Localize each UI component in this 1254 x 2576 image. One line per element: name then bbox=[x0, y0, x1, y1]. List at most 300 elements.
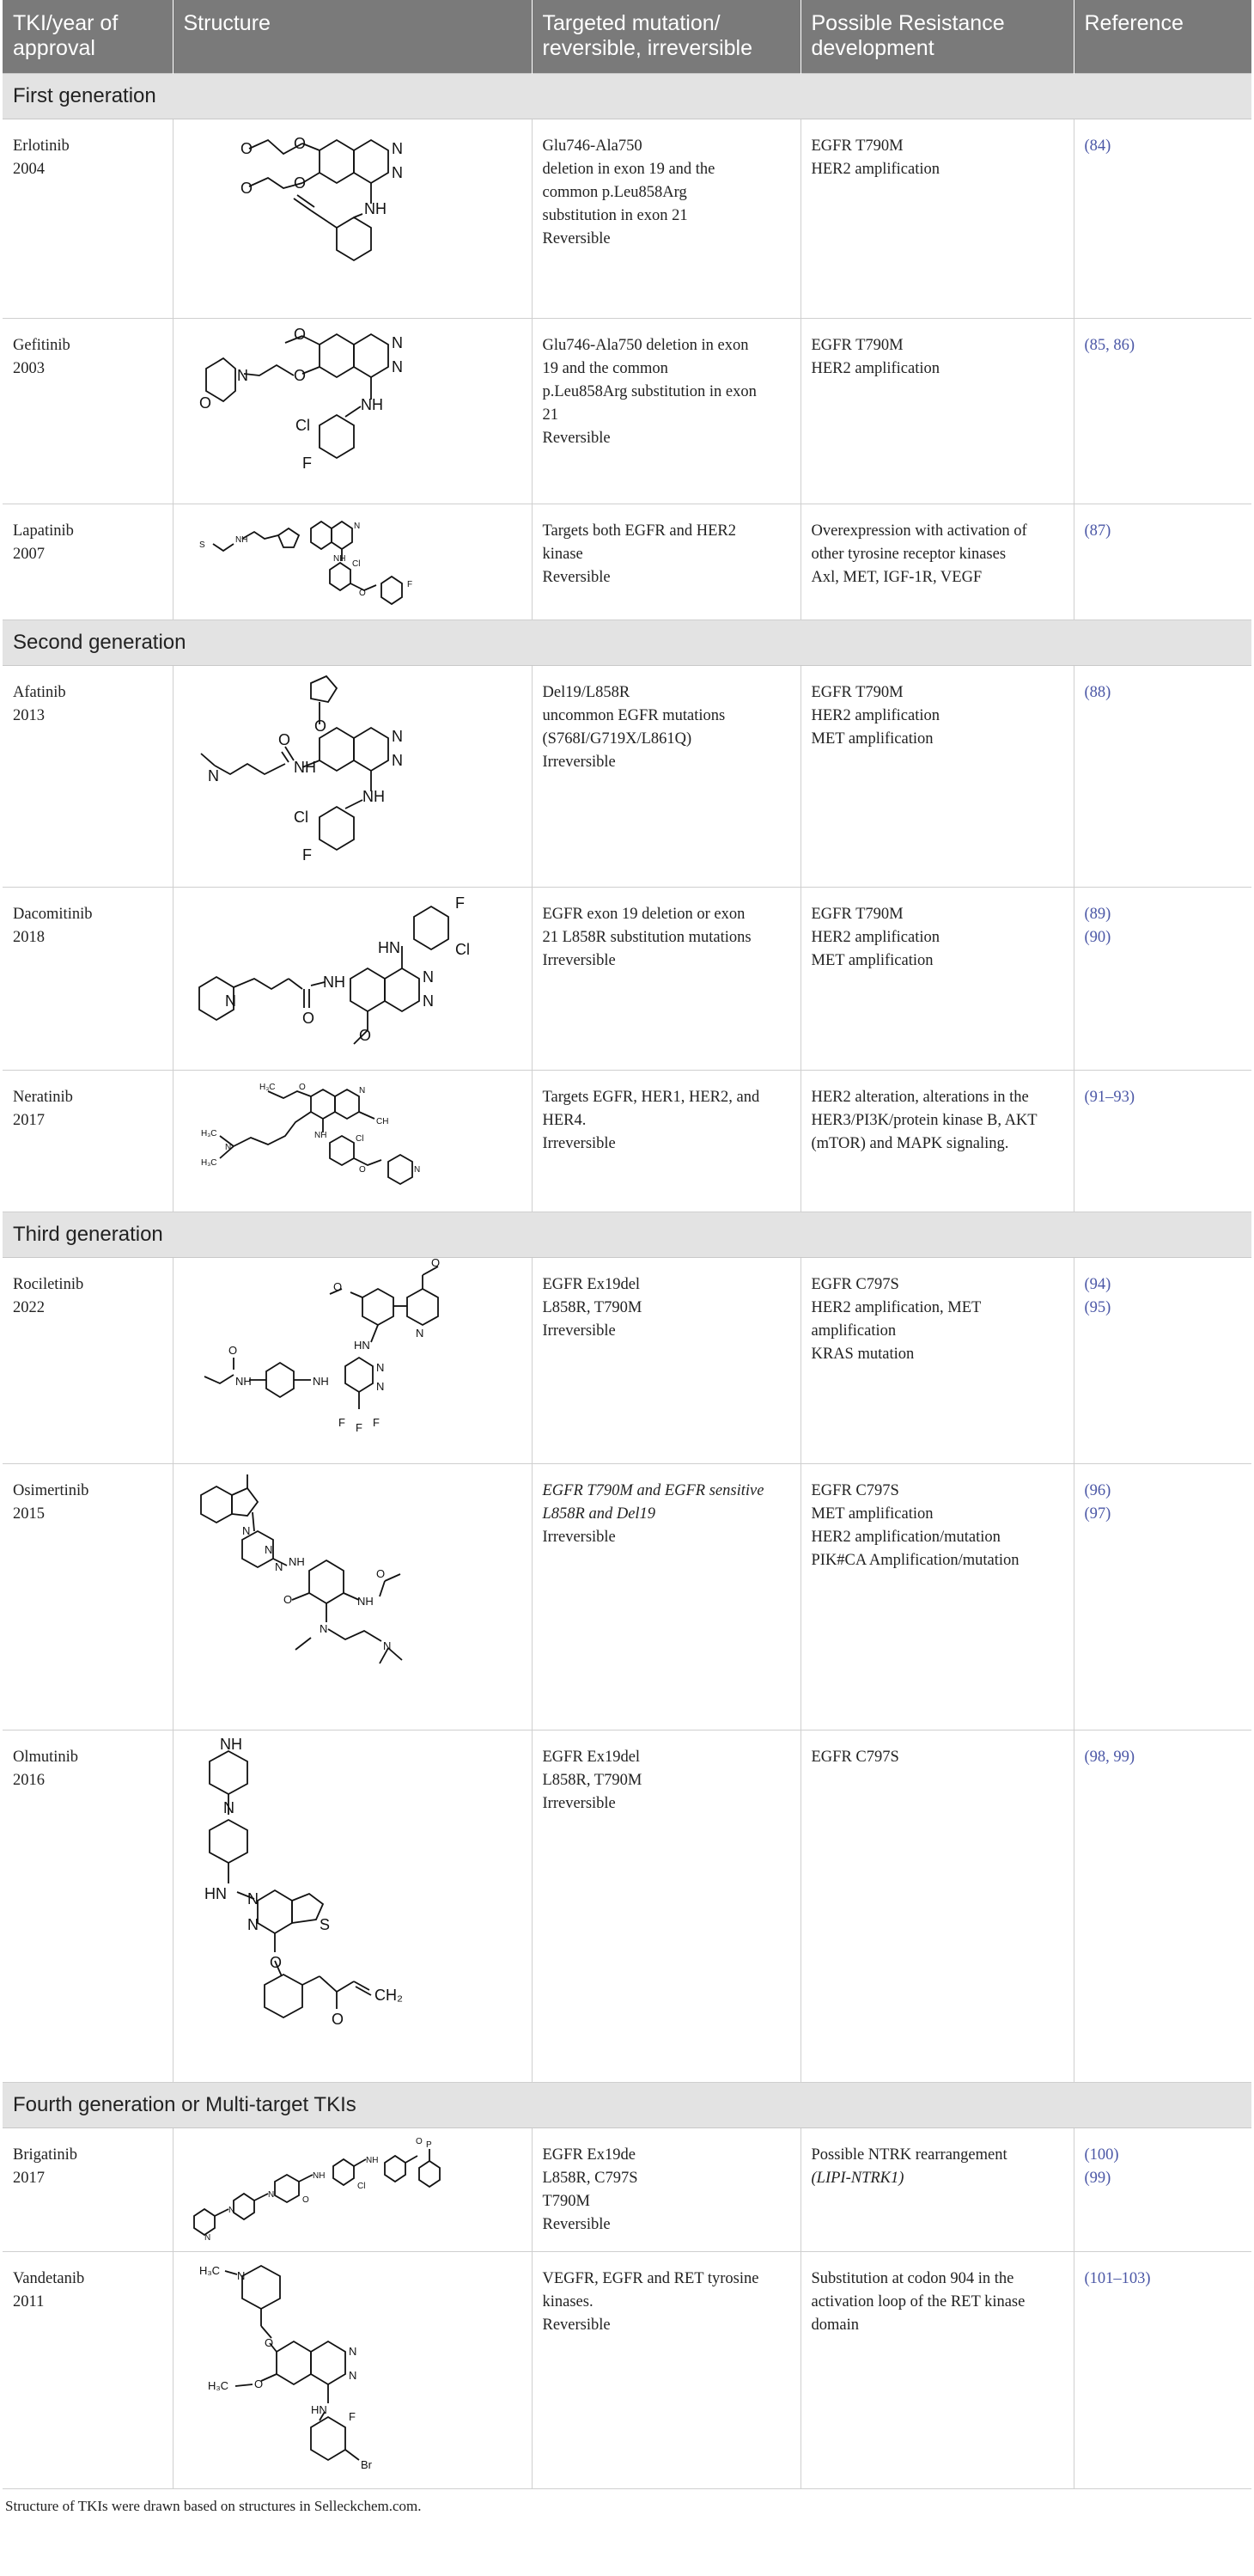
atom-label: H₃C bbox=[207, 2379, 228, 2392]
drug-cell bbox=[3, 888, 173, 1071]
reference-link[interactable]: (90) bbox=[1084, 929, 1111, 946]
mutation-line: common p.Leu858Arg bbox=[542, 184, 687, 201]
atom-label: N bbox=[391, 358, 403, 375]
table-row-brigatinib bbox=[3, 2128, 1251, 2252]
atom-label: N bbox=[422, 968, 434, 986]
mutation-line: kinases. bbox=[542, 2293, 594, 2310]
mutation-line: EGFR Ex19de bbox=[542, 2146, 636, 2164]
table-row-dacomitinib bbox=[3, 888, 1251, 1071]
atom-label: N bbox=[382, 1639, 391, 1652]
atom-label: N bbox=[222, 1799, 234, 1816]
mutation-cell bbox=[532, 1464, 800, 1731]
table-footnote: Structure of TKIs were drawn based on structures in Selleckchem.com. bbox=[5, 2498, 422, 2514]
resistance-line: Axl, MET, IGF-1R, VEGF bbox=[811, 569, 983, 586]
atom-label: N bbox=[391, 752, 403, 769]
approval-year: 2015 bbox=[13, 1505, 45, 1523]
resistance-line: MET amplification bbox=[811, 1505, 934, 1523]
reference-link[interactable]: (101–103) bbox=[1084, 2270, 1151, 2287]
mutation-line: Irreversible bbox=[542, 1529, 616, 1546]
atom-label: F bbox=[372, 1416, 380, 1429]
atom-label: N bbox=[415, 1327, 423, 1340]
reference-link[interactable]: (99) bbox=[1084, 2170, 1111, 2187]
mutation-line: EGFR exon 19 deletion or exon bbox=[542, 906, 746, 923]
atom-label: O bbox=[430, 1256, 440, 1269]
drug-name: Afatinib bbox=[13, 684, 66, 701]
atom-label: N bbox=[391, 140, 403, 157]
atom-label: NH bbox=[365, 2156, 378, 2165]
mutation-line: uncommon EGFR mutations bbox=[542, 707, 726, 724]
atom-label: NH bbox=[360, 396, 383, 413]
atom-label: CH bbox=[375, 1117, 388, 1126]
resistance-line: EGFR C797S bbox=[811, 1276, 899, 1293]
atom-label: H₃C bbox=[259, 1083, 276, 1092]
atom-label: HN bbox=[310, 2403, 327, 2416]
resistance-cell bbox=[800, 888, 1074, 1071]
resistance-line: EGFR C797S bbox=[811, 1749, 899, 1766]
atom-label: O bbox=[240, 140, 253, 157]
atom-label: N bbox=[247, 1916, 259, 1933]
atom-label: F bbox=[301, 846, 312, 864]
reference-cell bbox=[1074, 119, 1251, 319]
atom-label: HN bbox=[377, 939, 400, 956]
resistance-line: other tyrosine receptor kinases bbox=[811, 546, 1007, 563]
mutation-line: 21 L858R substitution mutations bbox=[542, 929, 752, 946]
atom-label: F bbox=[406, 580, 412, 589]
group-row-second bbox=[3, 620, 1251, 666]
mutation-cell bbox=[532, 504, 800, 620]
reference-link[interactable]: (88) bbox=[1084, 684, 1111, 701]
atom-label: N bbox=[224, 1143, 231, 1152]
atom-label: O bbox=[240, 180, 253, 197]
atom-label: HN bbox=[353, 1339, 370, 1352]
drug-cell bbox=[3, 1464, 173, 1731]
atom-label: Cl bbox=[295, 417, 310, 434]
group-row-first bbox=[3, 74, 1251, 119]
atom-label: P bbox=[425, 2140, 432, 2150]
group-label: Second generation bbox=[3, 620, 1251, 666]
drug-cell bbox=[3, 504, 173, 620]
atom-label: N bbox=[353, 522, 360, 531]
neratinib-structure bbox=[182, 1076, 457, 1196]
atom-label: O bbox=[314, 717, 326, 735]
atom-label: O bbox=[301, 2195, 309, 2205]
mutation-cell bbox=[532, 119, 800, 319]
brigatinib-structure bbox=[182, 2133, 466, 2241]
atom-label: O bbox=[293, 174, 306, 192]
table-row-erlotinib bbox=[3, 119, 1251, 319]
drug-name: Rociletinib bbox=[13, 1276, 84, 1293]
resistance-line: MET amplification bbox=[811, 730, 934, 748]
approval-year: 2013 bbox=[13, 707, 45, 724]
atom-label: O bbox=[293, 135, 306, 152]
atom-label: NH bbox=[314, 1131, 326, 1140]
afatinib-structure bbox=[182, 671, 457, 877]
mutation-line: L858R, C797S bbox=[542, 2170, 638, 2187]
atom-label: O bbox=[264, 2336, 273, 2349]
mutation-cell bbox=[532, 888, 800, 1071]
atom-label: NH bbox=[356, 1595, 374, 1608]
reference-link[interactable]: (95) bbox=[1084, 1299, 1111, 1316]
mutation-line: Reversible bbox=[542, 2216, 611, 2233]
resistance-line: EGFR T790M bbox=[811, 337, 904, 354]
drug-name: Olmutinib bbox=[13, 1749, 79, 1766]
mutation-cell bbox=[532, 2252, 800, 2489]
drug-cell bbox=[3, 1731, 173, 2083]
drug-name: Neratinib bbox=[13, 1089, 73, 1106]
mutation-cell bbox=[532, 1258, 800, 1464]
resistance-cell bbox=[800, 1464, 1074, 1731]
atom-label: CH₂ bbox=[374, 1987, 403, 2004]
resistance-line: EGFR T790M bbox=[811, 684, 904, 701]
group-row-fourth bbox=[3, 2083, 1251, 2128]
mutation-line: p.Leu858Arg substitution in exon bbox=[542, 383, 757, 400]
mutation-line: T790M bbox=[542, 2193, 590, 2210]
header-reference: Reference bbox=[1074, 0, 1251, 74]
drug-cell bbox=[3, 666, 173, 888]
resistance-cell bbox=[800, 1731, 1074, 2083]
atom-label: NH bbox=[322, 974, 345, 991]
table-row-osimertinib bbox=[3, 1464, 1251, 1731]
atom-label: NH bbox=[288, 1555, 305, 1568]
group-label: Third generation bbox=[3, 1212, 1251, 1258]
atom-label: N bbox=[274, 1560, 283, 1573]
mutation-cell bbox=[532, 2128, 800, 2252]
mutation-cell bbox=[532, 1731, 800, 2083]
table-row-rociletinib bbox=[3, 1258, 1251, 1464]
reference-cell bbox=[1074, 2128, 1251, 2252]
reference-cell bbox=[1074, 1071, 1251, 1212]
atom-label: NH bbox=[234, 1375, 252, 1388]
header-mutation: Targeted mutation/ reversible, irreversible bbox=[532, 0, 800, 74]
resistance-line: EGFR C797S bbox=[811, 1482, 899, 1499]
resistance-cell bbox=[800, 1071, 1074, 1212]
atom-label: N bbox=[247, 1890, 259, 1908]
atom-label: O bbox=[415, 2137, 423, 2146]
reference-cell bbox=[1074, 2252, 1251, 2489]
drug-cell bbox=[3, 119, 173, 319]
atom-label: N bbox=[241, 1524, 250, 1537]
atom-label: O bbox=[332, 1280, 342, 1293]
drug-cell bbox=[3, 2128, 173, 2252]
tki-table bbox=[3, 0, 1251, 2489]
resistance-line: HER2 amplification bbox=[811, 929, 940, 946]
table-row-vandetanib bbox=[3, 2252, 1251, 2489]
atom-label: N bbox=[319, 1622, 327, 1635]
resistance-line: activation loop of the RET kinase bbox=[811, 2293, 1026, 2310]
lapatinib-structure bbox=[182, 510, 474, 604]
resistance-cell bbox=[800, 1258, 1074, 1464]
resistance-line: HER3/PI3K/protein kinase B, AKT bbox=[811, 1112, 1038, 1129]
atom-label: O bbox=[298, 1083, 306, 1092]
resistance-cell bbox=[800, 119, 1074, 319]
atom-label: N bbox=[413, 1165, 420, 1175]
atom-label: O bbox=[283, 1593, 292, 1606]
atom-label: O bbox=[253, 2378, 263, 2390]
mutation-line: EGFR Ex19del bbox=[542, 1749, 641, 1766]
structure-cell bbox=[173, 2252, 532, 2489]
reference-link[interactable]: (91–93) bbox=[1084, 1089, 1135, 1106]
resistance-line: HER2 amplification bbox=[811, 161, 940, 178]
mutation-line: Irreversible bbox=[542, 1135, 616, 1152]
drug-name: Lapatinib bbox=[13, 522, 74, 540]
atom-label: N bbox=[391, 728, 403, 745]
mutation-line: Irreversible bbox=[542, 754, 616, 771]
reference-link[interactable]: (96) bbox=[1084, 1482, 1111, 1499]
reference-cell bbox=[1074, 1731, 1251, 2083]
header-resistance: Possible Resistance development bbox=[800, 0, 1074, 74]
atom-label: O bbox=[228, 1344, 237, 1357]
structure-cell bbox=[173, 119, 532, 319]
structure-cell bbox=[173, 504, 532, 620]
approval-year: 2017 bbox=[13, 1112, 45, 1129]
resistance-line: HER2 amplification/mutation bbox=[811, 1529, 1001, 1546]
atom-label: O bbox=[331, 2011, 344, 2028]
atom-label: Br bbox=[360, 2458, 372, 2471]
atom-label: O bbox=[198, 394, 211, 412]
header-structure: Structure bbox=[173, 0, 532, 74]
atom-label: N bbox=[224, 992, 236, 1010]
mutation-line: Reversible bbox=[542, 230, 611, 247]
approval-year: 2011 bbox=[13, 2293, 45, 2310]
drug-name: Vandetanib bbox=[13, 2270, 85, 2287]
atom-label: Cl bbox=[356, 2182, 365, 2191]
drug-cell bbox=[3, 319, 173, 504]
atom-label: H₃C bbox=[200, 1129, 217, 1138]
atom-label: F bbox=[301, 455, 312, 472]
atom-label: N bbox=[207, 767, 219, 784]
structure-cell bbox=[173, 319, 532, 504]
atom-label: Cl bbox=[351, 559, 360, 569]
drug-name: Osimertinib bbox=[13, 1482, 89, 1499]
atom-label: NH bbox=[312, 2171, 325, 2181]
mutation-line: EGFR Ex19del bbox=[542, 1276, 641, 1293]
atom-label: Cl bbox=[355, 1134, 363, 1144]
resistance-cell bbox=[800, 504, 1074, 620]
table-row-olmutinib bbox=[3, 1731, 1251, 2083]
atom-label: N bbox=[264, 1543, 272, 1556]
atom-label: O bbox=[358, 1165, 366, 1175]
resistance-line: MET amplification bbox=[811, 952, 934, 969]
reference-link[interactable]: (100) bbox=[1084, 2146, 1119, 2164]
reference-link[interactable]: (84) bbox=[1084, 137, 1111, 155]
resistance-cell bbox=[800, 666, 1074, 888]
resistance-line: Overexpression with activation of bbox=[811, 522, 1027, 540]
atom-label: F bbox=[338, 1416, 345, 1429]
header-tki: TKI/year of approval bbox=[3, 0, 173, 74]
atom-label: O bbox=[375, 1567, 385, 1580]
mutation-line: Irreversible bbox=[542, 1795, 616, 1812]
mutation-line: Irreversible bbox=[542, 952, 616, 969]
mutation-line: Reversible bbox=[542, 569, 611, 586]
resistance-line: Possible NTRK rearrangement bbox=[811, 2146, 1007, 2164]
atom-label: N bbox=[375, 1361, 384, 1374]
atom-label: O bbox=[358, 589, 366, 598]
reference-cell bbox=[1074, 319, 1251, 504]
atom-label: F bbox=[355, 1421, 362, 1434]
mutation-line: L858R, T790M bbox=[542, 1299, 642, 1316]
drug-name: Gefitinib bbox=[13, 337, 70, 354]
table-row-afatinib bbox=[3, 666, 1251, 888]
reference-link[interactable]: (85, 86) bbox=[1084, 337, 1135, 354]
atom-label: O bbox=[301, 1010, 314, 1027]
structure-cell bbox=[173, 1258, 532, 1464]
atom-label: O bbox=[358, 1027, 371, 1044]
resistance-cell bbox=[800, 2128, 1074, 2252]
structure-cell bbox=[173, 888, 532, 1071]
group-label: Fourth generation or Multi-target TKIs bbox=[3, 2083, 1251, 2128]
atom-label: N bbox=[204, 2233, 210, 2243]
atom-label: NH bbox=[219, 1736, 242, 1753]
atom-label: NH bbox=[332, 554, 345, 564]
resistance-line: HER2 alteration, alterations in the bbox=[811, 1089, 1029, 1106]
mutation-line: 19 and the common bbox=[542, 360, 668, 377]
approval-year: 2003 bbox=[13, 360, 45, 377]
atom-label: N bbox=[348, 2369, 356, 2382]
mutation-line: VEGFR, EGFR and RET tyrosine bbox=[542, 2270, 759, 2287]
atom-label: N bbox=[348, 2345, 356, 2358]
atom-label: N bbox=[375, 1380, 384, 1393]
drug-name: Dacomitinib bbox=[13, 906, 93, 923]
resistance-line: HER2 amplification bbox=[811, 707, 940, 724]
atom-label: H₃C bbox=[200, 1158, 217, 1168]
resistance-line: PIK#CA Amplification/mutation bbox=[811, 1552, 1020, 1569]
atom-label: N bbox=[391, 164, 403, 181]
mutation-line: Targets EGFR, HER1, HER2, and bbox=[542, 1089, 760, 1106]
resistance-cell bbox=[800, 2252, 1074, 2489]
atom-label: S bbox=[319, 1916, 330, 1933]
atom-label: NH bbox=[293, 759, 316, 776]
mutation-line: Reversible bbox=[542, 2317, 611, 2334]
atom-label: N bbox=[267, 2190, 274, 2200]
reference-link[interactable]: (97) bbox=[1084, 1505, 1111, 1523]
atom-label: HN bbox=[204, 1885, 227, 1902]
table-row-gefitinib bbox=[3, 319, 1251, 504]
resistance-cell bbox=[800, 319, 1074, 504]
gefitinib-structure bbox=[182, 324, 440, 491]
reference-link[interactable]: (94) bbox=[1084, 1276, 1111, 1293]
mutation-line: Del19/L858R bbox=[542, 684, 630, 701]
reference-cell bbox=[1074, 1464, 1251, 1731]
mutation-line: L858R and Del19 bbox=[542, 1505, 656, 1523]
approval-year: 2017 bbox=[13, 2170, 45, 2187]
olmutinib-structure bbox=[182, 1736, 474, 2071]
atom-label: N bbox=[422, 992, 434, 1010]
reference-link[interactable]: (89) bbox=[1084, 906, 1111, 923]
reference-link[interactable]: (98, 99) bbox=[1084, 1749, 1135, 1766]
mutation-line: kinase bbox=[542, 546, 583, 563]
mutation-line: Reversible bbox=[542, 430, 611, 447]
approval-year: 2018 bbox=[13, 929, 45, 946]
reference-cell bbox=[1074, 1258, 1251, 1464]
table-row-neratinib bbox=[3, 1071, 1251, 1212]
reference-cell bbox=[1074, 888, 1251, 1071]
atom-label: NH bbox=[234, 535, 247, 545]
resistance-line: (mTOR) and MAPK signaling. bbox=[811, 1135, 1009, 1152]
approval-year: 2016 bbox=[13, 1772, 45, 1789]
atom-label: N bbox=[228, 2206, 234, 2215]
atom-label: O bbox=[293, 367, 306, 384]
resistance-line: EGFR T790M bbox=[811, 137, 904, 155]
drug-cell bbox=[3, 1258, 173, 1464]
mutation-line: Glu746-Ala750 bbox=[542, 137, 642, 155]
atom-label: O bbox=[277, 731, 290, 748]
mutation-cell bbox=[532, 1071, 800, 1212]
atom-label: Cl bbox=[454, 941, 470, 958]
structure-cell bbox=[173, 2128, 532, 2252]
approval-year: 2004 bbox=[13, 161, 45, 178]
structure-cell bbox=[173, 1731, 532, 2083]
osimertinib-structure bbox=[182, 1469, 474, 1718]
drug-cell bbox=[3, 1071, 173, 1212]
atom-label: F bbox=[348, 2410, 356, 2423]
mutation-line: substitution in exon 21 bbox=[542, 207, 688, 224]
atom-label: N bbox=[391, 334, 403, 351]
atom-label: N bbox=[236, 2269, 245, 2282]
resistance-line: (LIPI-NTRK1) bbox=[811, 2170, 904, 2187]
table-row-lapatinib bbox=[3, 504, 1251, 620]
rociletinib-structure bbox=[182, 1256, 491, 1452]
atom-label: NH bbox=[312, 1375, 329, 1388]
resistance-line: domain bbox=[811, 2317, 859, 2334]
mutation-line: EGFR T790M and EGFR sensitive bbox=[542, 1482, 764, 1499]
group-row-third bbox=[3, 1212, 1251, 1258]
atom-label: O bbox=[293, 326, 306, 343]
vandetanib-structure bbox=[182, 2257, 440, 2476]
mutation-line: Glu746-Ala750 deletion in exon bbox=[542, 337, 749, 354]
mutation-line: Irreversible bbox=[542, 1322, 616, 1340]
reference-cell bbox=[1074, 504, 1251, 620]
drug-cell bbox=[3, 2252, 173, 2489]
resistance-line: HER2 amplification, MET bbox=[811, 1299, 982, 1316]
structure-cell bbox=[173, 1464, 532, 1731]
mutation-line: L858R, T790M bbox=[542, 1772, 642, 1789]
approval-year: 2022 bbox=[13, 1299, 45, 1316]
mutation-line: Targets both EGFR and HER2 bbox=[542, 522, 736, 540]
drug-name: Erlotinib bbox=[13, 137, 70, 155]
atom-label: NH bbox=[362, 788, 385, 805]
structure-cell bbox=[173, 1071, 532, 1212]
resistance-line: HER2 amplification bbox=[811, 360, 940, 377]
atom-label: F bbox=[454, 894, 465, 912]
header-row bbox=[3, 0, 1251, 74]
atom-label: S bbox=[198, 540, 205, 550]
mutation-line: 21 bbox=[542, 406, 558, 424]
group-label: First generation bbox=[3, 74, 1251, 119]
mutation-cell bbox=[532, 319, 800, 504]
atom-label: N bbox=[358, 1086, 365, 1096]
atom-label: Cl bbox=[293, 809, 308, 826]
reference-cell bbox=[1074, 666, 1251, 888]
mutation-line: deletion in exon 19 and the bbox=[542, 161, 715, 178]
atom-label: N bbox=[236, 367, 248, 384]
dacomitinib-structure bbox=[182, 893, 526, 1056]
approval-year: 2007 bbox=[13, 546, 45, 563]
structure-cell bbox=[173, 666, 532, 888]
erlotinib-structure bbox=[182, 125, 440, 296]
mutation-cell bbox=[532, 666, 800, 888]
atom-label: O bbox=[269, 1954, 282, 1971]
resistance-line: Substitution at codon 904 in the bbox=[811, 2270, 1014, 2287]
atom-label: NH bbox=[363, 200, 387, 217]
mutation-line: HER4. bbox=[542, 1112, 587, 1129]
atom-label: H₃C bbox=[198, 2264, 220, 2277]
reference-link[interactable]: (87) bbox=[1084, 522, 1111, 540]
drug-name: Brigatinib bbox=[13, 2146, 78, 2164]
resistance-line: amplification bbox=[811, 1322, 897, 1340]
resistance-line: EGFR T790M bbox=[811, 906, 904, 923]
mutation-line: (S768I/G719X/L861Q) bbox=[542, 730, 692, 748]
resistance-line: KRAS mutation bbox=[811, 1346, 915, 1363]
